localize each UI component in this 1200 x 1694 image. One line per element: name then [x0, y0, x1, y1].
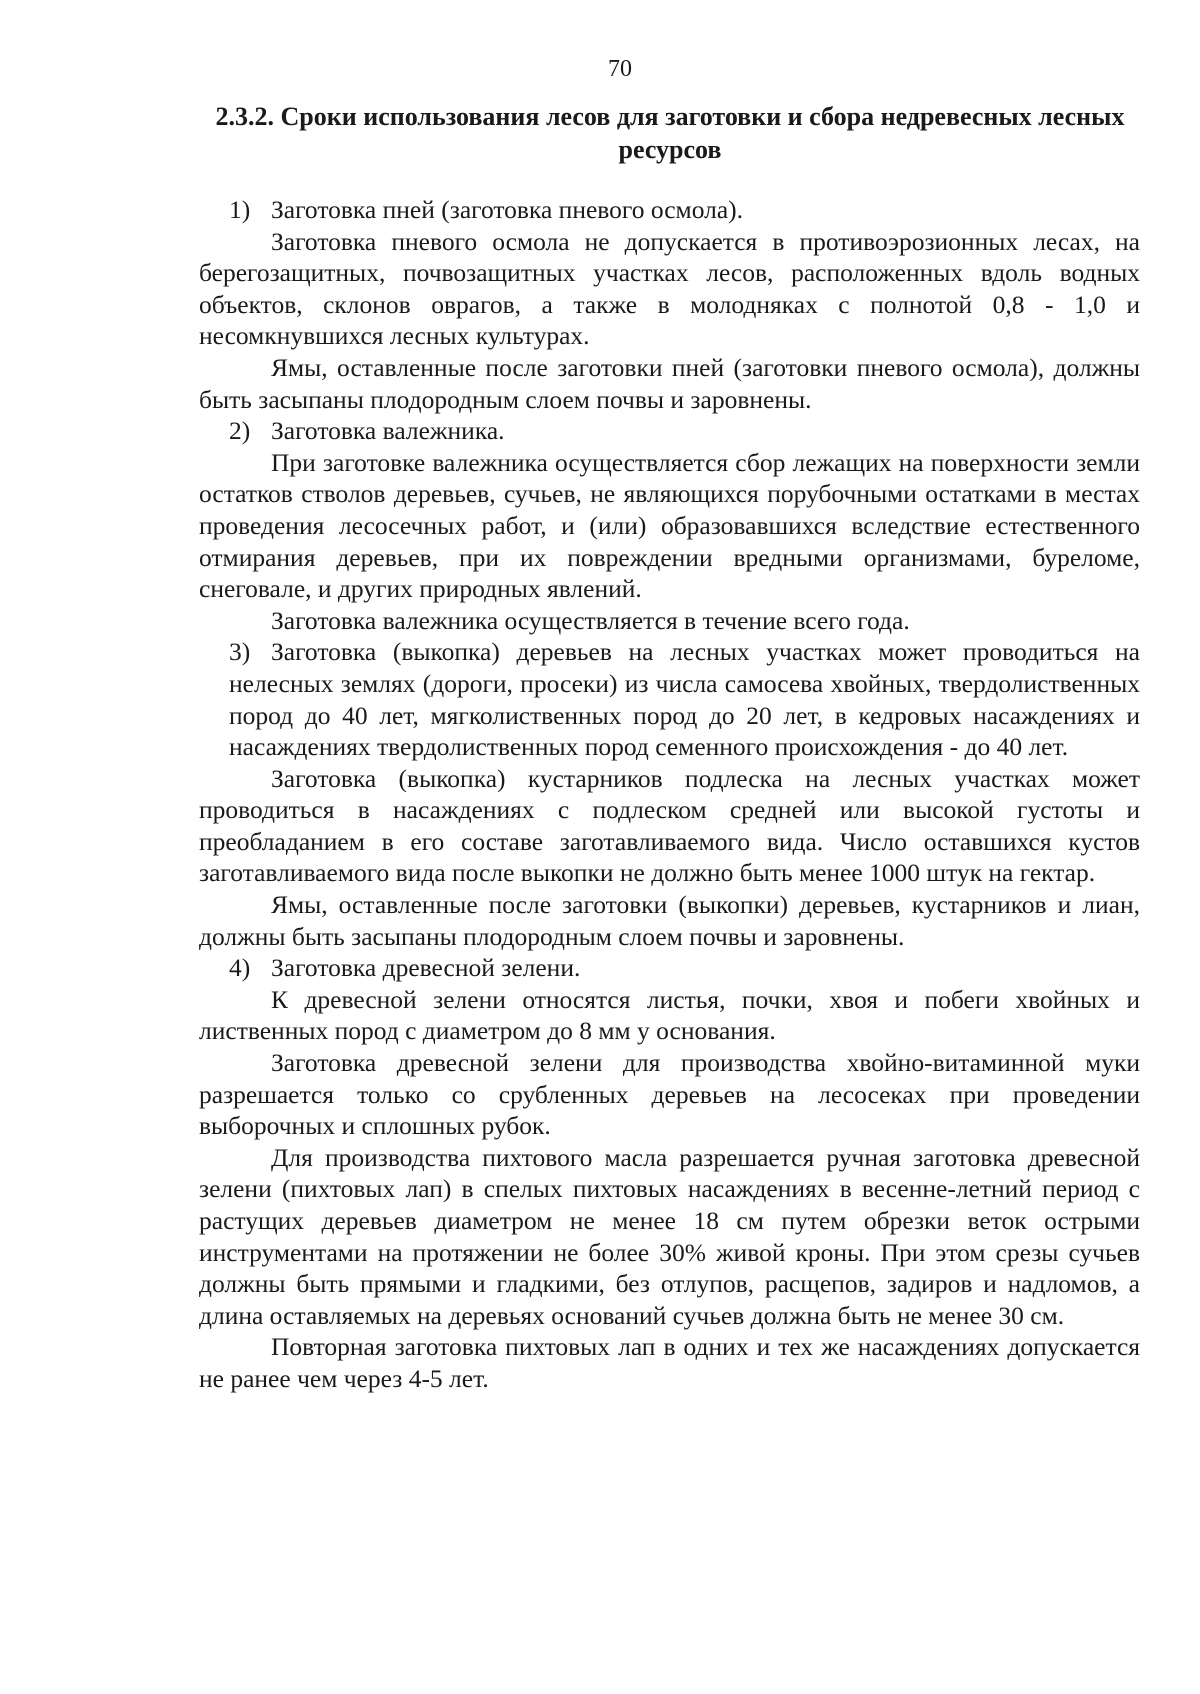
list-item-number: 1)	[229, 195, 251, 224]
paragraph: При заготовке валежника осуществляется сбор лежащих на поверхности земли остатков стволов деревьев, сучьев, не являющихся порубочными остатками в местах проведения лесосечных работ, и (или) образовавшихся вследствие естественного отмирания деревьев, при их повреждении вредными организмами, буреломе, снеговале, и других природных явлений.	[199, 447, 1140, 604]
paragraph: Заготовка (выкопка) кустарников подлеска на лесных участках может проводиться в насаждениях с подлеском средней или высокой густоты и преобладанием в его составе заготавливаемого вида. Число оставшихся кустов заготавливаемого вида после выкопки не должно быть менее 1000 штук на гектар.	[199, 763, 1140, 888]
paragraph: Заготовка пневого осмола не допускается в противоэрозионных лесах, на берегозащитных, почвозащитных участках лесов, расположенных вдоль водных объектов, склонов оврагов, а также в молодняках с полнотой 0,8 - 1,0 и несомкнувшихся лесных культурах.	[199, 226, 1140, 351]
section-title: 2.3.2. Сроки использования лесов для заготовки и сбора недревесных лесных ресурсов	[215, 102, 1125, 164]
page-number: 70	[608, 56, 632, 82]
list-item-number: 2)	[229, 416, 251, 446]
list-item-heading	[199, 194, 1140, 226]
list-item-text: Заготовка (выкопка) деревьев на лесных участках может проводиться на нелесных землях (дороги, просеки) из числа самосева хвойных, твердолиственных пород до 40 лет, мягколиственных пород до 20 лет, в кедровых насаждениях и насаждениях твердолиственных пород семенного происхождения - до 40 лет.	[229, 637, 1140, 762]
list-item-number: 3)	[229, 637, 251, 667]
list-item-heading	[199, 415, 1140, 447]
paragraph: Заготовка древесной зелени для производства хвойно-витаминной муки разрешается только со срубленных деревьев на лесосеках при проведении выборочных и сплошных рубок.	[199, 1048, 1140, 1141]
list-item-number: 4)	[229, 953, 251, 983]
list-item-text: Заготовка пней (заготовка пневого осмола).	[271, 195, 744, 224]
paragraph: Заготовка валежника осуществляется в течение всего года.	[271, 605, 910, 635]
paragraph: К древесной зелени относятся листья, почки, хвоя и побеги хвойных и лиственных пород с диаметром до 8 мм у основания.	[199, 984, 1140, 1046]
list-item-text: Заготовка древесной зелени.	[271, 953, 581, 983]
paragraph: Ямы, оставленные после заготовки (выкопки) деревьев, кустарников и лиан, должны быть засыпаны плодородным слоем почвы и заровнены.	[199, 890, 1140, 951]
paragraph: Для производства пихтового масла разрешается ручная заготовка древесной зелени (пихтовых лап) в спелых пихтовых насаждениях в весенне-летний период с растущих деревьев диаметром не менее 18 см путем обрезки веток острыми инструментами на протяжении не более 30% живой кроны. При этом срезы сучьев должны быть прямыми и гладкими, без отлупов, расщепов, задиров и надломов, а длина оставляемых на деревьях оснований сучьев должна быть не менее 30 см.	[199, 1142, 1140, 1330]
list-item-text: Заготовка валежника.	[271, 416, 505, 446]
document-body	[199, 194, 1140, 1395]
list-item-heading	[199, 636, 1140, 762]
paragraph: Повторная заготовка пихтовых лап в одних и тех же насаждениях допускается не ранее чем через 4-5 лет.	[199, 1332, 1140, 1393]
list-item-heading	[199, 952, 1140, 984]
paragraph: Ямы, оставленные после заготовки пней (заготовки пневого осмола), должны быть засыпаны плодородным слоем почвы и заровнены.	[199, 352, 1140, 414]
